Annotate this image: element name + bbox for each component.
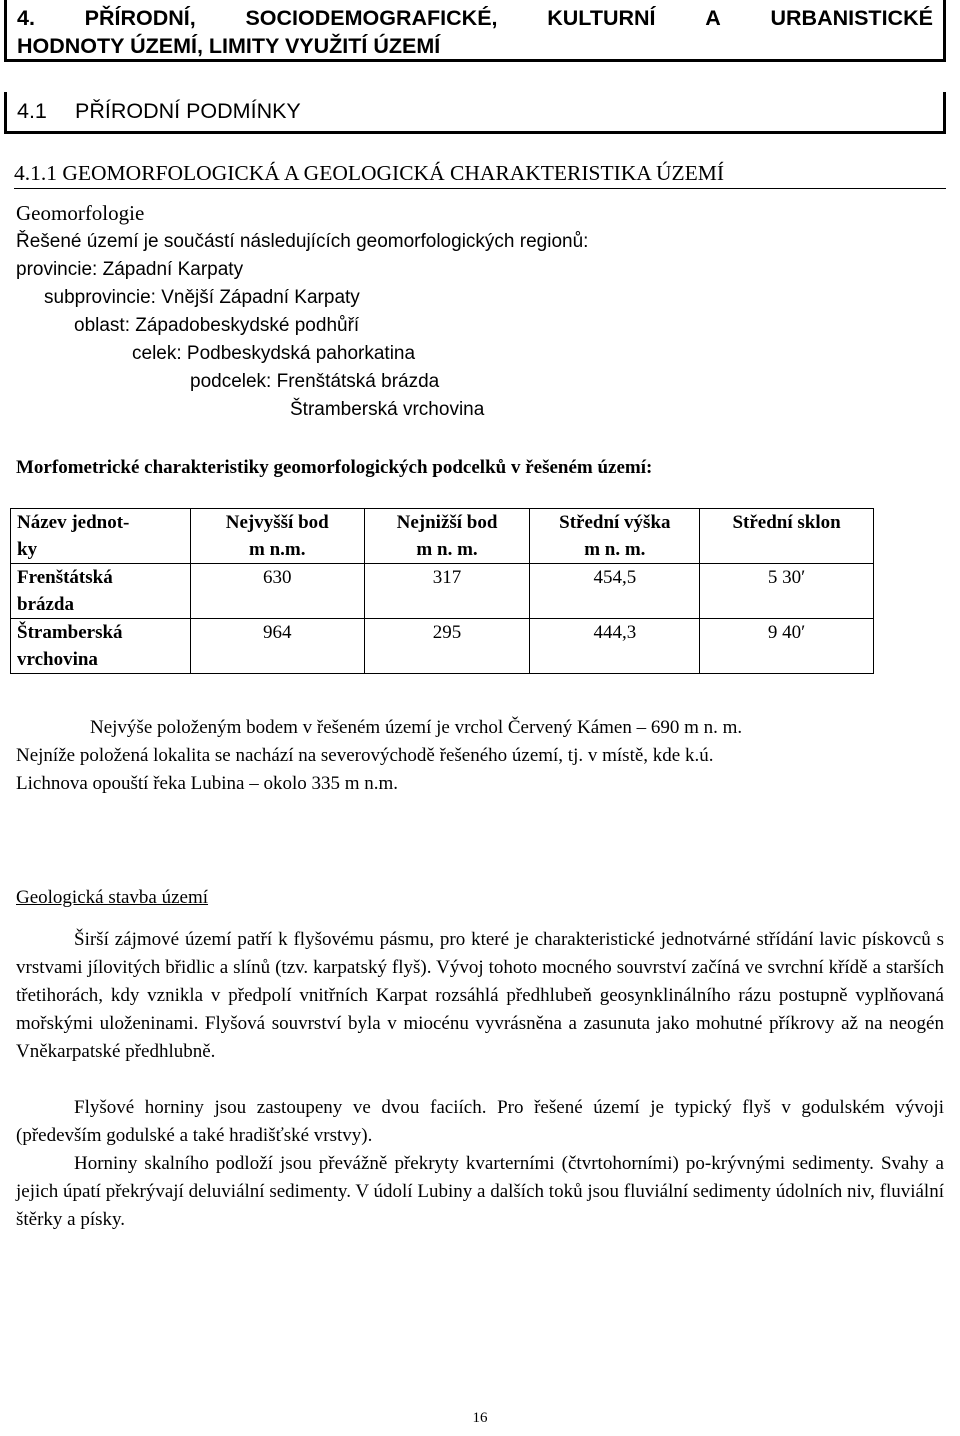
chapter-heading-line1 — [17, 4, 933, 32]
geomorfologie-subprovincie: subprovincie: Vnější Západní Karpaty — [44, 287, 360, 308]
row-name-cell: Frenštátská brázda — [11, 564, 191, 619]
geomorfologie-podcelek-2: Štramberská vrchovina — [290, 399, 485, 420]
header-cell: Nejvyšší bod m n.m. — [190, 509, 364, 564]
geomorfologie-provincie: provincie: Západní Karpaty — [16, 259, 244, 280]
table-header-row — [11, 509, 874, 564]
header-cell: Střední výška m n. m. — [530, 509, 700, 564]
morfometric-title: Morfometrické charakteristiky geomorfologických podcelků v řešeném území: — [16, 457, 653, 478]
section-number: 4.1 — [17, 99, 47, 123]
geomorfologie-celek: celek: Podbeskydská pahorkatina — [132, 343, 416, 364]
morfometric-table — [10, 508, 874, 674]
geomorfologie-intro: Řešené území je součástí následujících geomorfologických regionů: — [16, 231, 589, 252]
min-cell: 295 — [364, 619, 530, 674]
slope-cell: 5 30′ — [700, 564, 874, 619]
table-row — [11, 564, 874, 619]
elevation-line-2: Nejníže položená lokalita se nachází na severovýchodě řešeného území, tj. v místě, kde k.ú. — [16, 745, 714, 766]
geology-title: Geologická stavba území — [16, 887, 209, 908]
min-cell: 317 — [364, 564, 530, 619]
geomorfologie-oblast: oblast: Západobeskydské podhůří — [74, 315, 360, 336]
chapter-heading-part: 4. — [17, 6, 35, 30]
chapter-heading-part: URBANISTICKÉ — [770, 6, 933, 30]
chapter-heading-line2: HODNOTY ÚZEMÍ, LIMITY VYUŽITÍ ÚZEMÍ — [17, 34, 441, 58]
max-cell: 964 — [190, 619, 364, 674]
chapter-heading — [4, 0, 946, 62]
table-row — [11, 619, 874, 674]
elevation-line-3: Lichnova opouští řeka Lubina – okolo 335 m n.m. — [16, 773, 399, 794]
section-heading — [4, 92, 946, 134]
header-cell: Název jednot- ky — [11, 509, 191, 564]
geology-paragraph-1: Širší zájmové území patří k flyšovému pásmu, pro které je charakteristické jednotvárné střídání lavic pískovců s vrstvami jílovitých břidlic a slínů (tzv. karpatský flyš). Vývoj tohoto mocného souvrství začíná ve svrchní křídě a starších třetihorách, kdy vznikla v předpolí vnitřních Karpat rozsáhlá předhlubeň geosynklinálního rázu postupně vyplňovaná mořskými uloženinami. Flyšová souvrství byla v miocénu vyvrásněna a zasunuta jako mohutné příkrovy až na neogén Vněkarpatské předhlubně. — [16, 929, 944, 1062]
chapter-heading-part: PŘÍRODNÍ, — [84, 6, 196, 30]
geology-paragraph-3: Horniny skalního podloží jsou převážně překryty kvarterními (čtvrtohorními) po-krývnými sedimenty. Svahy a jejich úpatí překrývají deluviální sedimenty. V údolí Lubiny a dalších toků jsou fluviální sedimenty údolních niv, fluviální štěrky a písky. — [16, 1153, 944, 1230]
subsection-heading: 4.1.1 GEOMORFOLOGICKÁ A GEOLOGICKÁ CHARAKTERISTIKA ÚZEMÍ — [14, 158, 946, 189]
chapter-heading-part: KULTURNÍ — [547, 6, 656, 30]
geology-paragraph-2: Flyšové horniny jsou zastoupeny ve dvou faciích. Pro řešené území je typický flyš v godulském vývoji (především godulské a také hradišťské vrstvy). — [16, 1097, 944, 1146]
avg-cell: 444,3 — [530, 619, 700, 674]
section-title: PŘÍRODNÍ PODMÍNKY — [75, 99, 301, 123]
row-name-cell: Štramberská vrchovina — [11, 619, 191, 674]
max-cell: 630 — [190, 564, 364, 619]
page-number: 16 — [472, 1410, 488, 1426]
geomorfologie-podcelek: podcelek: Frenštátská brázda — [190, 371, 440, 392]
chapter-heading-part: A — [705, 6, 721, 30]
header-cell: Nejnižší bod m n. m. — [364, 509, 530, 564]
slope-cell: 9 40′ — [700, 619, 874, 674]
geomorfologie-title: Geomorfologie — [16, 201, 145, 225]
header-cell: Střední sklon — [700, 509, 874, 564]
elevation-line-1: Nejvýše položeným bodem v řešeném území je vrchol Červený Kámen – 690 m n. m. — [90, 717, 743, 738]
chapter-heading-part: SOCIODEMOGRAFICKÉ, — [245, 6, 498, 30]
avg-cell: 454,5 — [530, 564, 700, 619]
